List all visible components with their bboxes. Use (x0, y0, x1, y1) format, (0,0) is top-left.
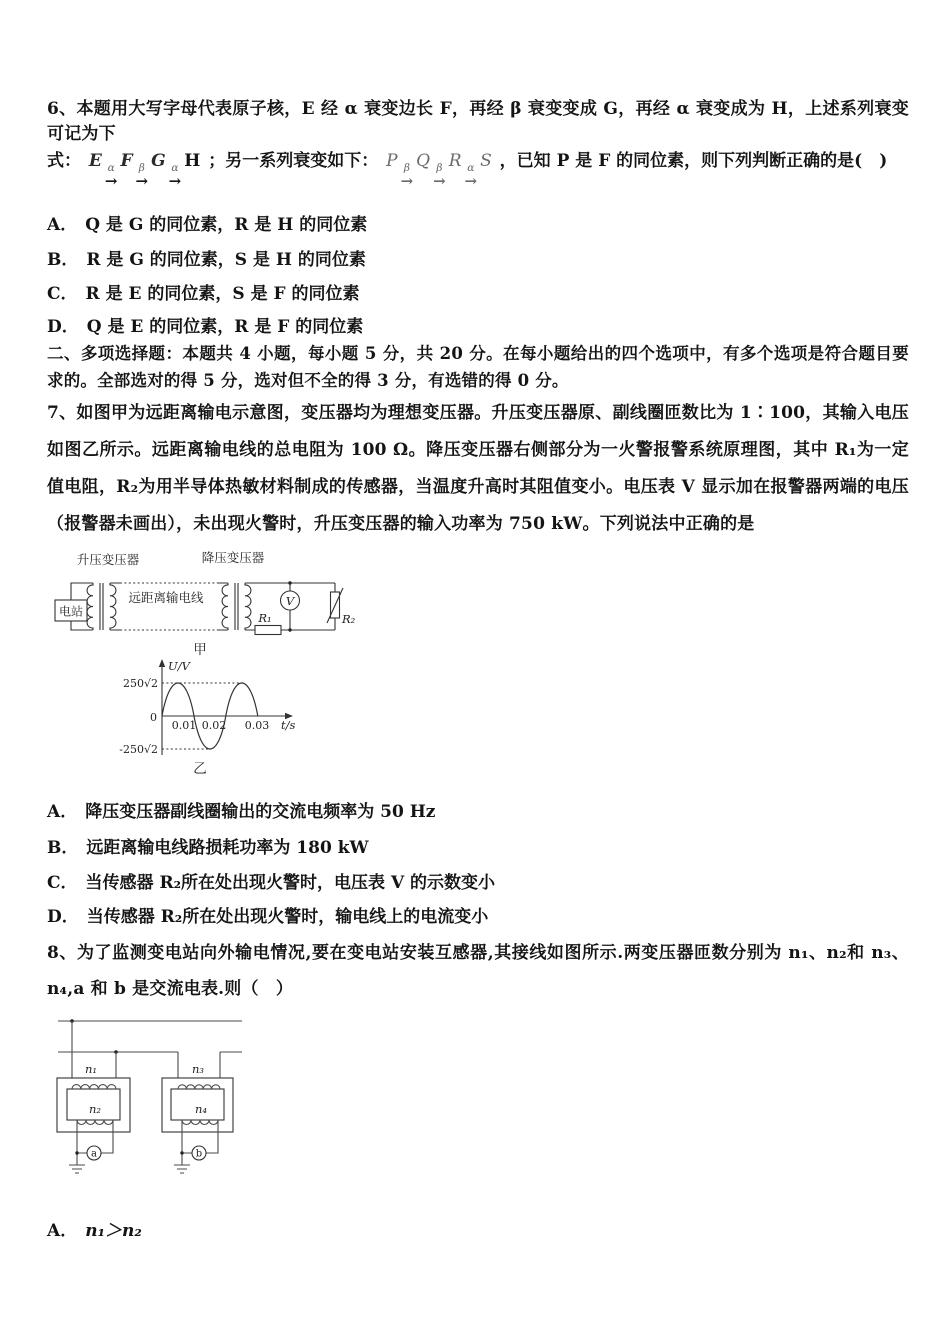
nuclide-P: P (386, 151, 398, 171)
q6-option-d: D． Q 是 E 的同位素，R 是 F 的同位素 (47, 317, 364, 337)
y-axis-label: U/V (168, 659, 190, 673)
q6-stem-line1: 6、本题用大写字母代表原子核，E 经 α 衰变边长 F，再经 β 衰变变成 G，再经 α 衰变成为 H，上述系列衰变可记为下 (47, 99, 909, 144)
resistor-r1 (255, 626, 281, 635)
q7-option-b: B． 远距离输电线路损耗功率为 180 kW (47, 838, 369, 858)
stepdown-secondary-coil (245, 583, 251, 630)
stepup-primary-coil (87, 583, 93, 630)
stepdown-core (235, 583, 238, 630)
decay-chain-efgh (87, 151, 202, 189)
y-min-tick: -250√2 (119, 743, 158, 756)
q8-option-a: A． n₁＞n₂ (47, 1221, 142, 1241)
figure-q8-transformers (50, 1012, 250, 1197)
nuclide-F: F (120, 151, 133, 171)
ground-left (69, 1165, 85, 1173)
q7-option-c: C． 当传感器 R₂所在处出现火警时，电压表 V 的示数变小 (47, 873, 496, 893)
section2-header: 二、多项选择题：本题共 4 小题，每小题 5 分，共 20 分。在每小题给出的四个选项中，有多个选项是符合题目要求的。全部选对的得 5 分，选对但不全的得 3 分，有选错的得 0 分。 (47, 344, 909, 390)
q8-stem: 8、为了监测变电站向外输电情况,要在变电站安装互感器,其接线如图所示.两变压器匝数分别为 n₁、n₂和 n₃、n₄,a 和 b 是交流电表.则（ ） (47, 943, 909, 999)
q7-option-a: A． 降压变压器副线圈输出的交流电频率为 50 Hz (47, 802, 436, 822)
decay-arrow: α → (168, 162, 182, 190)
thermistor-r2-label: R₂ (342, 612, 356, 626)
figure-yi-caption: 乙 (193, 761, 207, 777)
stepup-secondary-coil (110, 583, 116, 630)
stepup-transformer-label: 升压变压器 (76, 552, 140, 567)
nuclide-G: G (151, 151, 166, 171)
stepdown-primary-coil (222, 583, 228, 630)
stepdown-transformer-label: 降压变压器 (201, 550, 265, 565)
decay-chain-pqrs (384, 151, 494, 189)
q6-formula-mid: ；另一系列衰变如下： (208, 151, 379, 171)
figure-yi-waveform (100, 653, 330, 778)
voltmeter-label: V (285, 594, 295, 608)
pt-secondary-label: n₂ (88, 1102, 102, 1116)
q7-option-d: D． 当传感器 R₂所在处出现火警时，输电线上的电流变小 (47, 907, 489, 927)
ct-secondary-label: n₄ (194, 1102, 208, 1116)
tick-0-01: 0.01 (171, 719, 197, 732)
y-axis-arrow (159, 659, 165, 667)
decay-arrow: β → (433, 162, 446, 190)
decay-arrow: α → (464, 162, 478, 190)
decay-arrow: β → (135, 162, 149, 190)
pt-primary-label: n₁ (84, 1062, 98, 1076)
ground-right (174, 1165, 190, 1173)
tick-0-02: 0.02 (201, 719, 227, 732)
stepup-core (100, 583, 103, 630)
tick-0-03: 0.03 (244, 719, 270, 732)
transmission-line-label: 远距离输电线 (128, 590, 204, 605)
x-axis-label: t/s (281, 718, 296, 732)
figure-jia-caption: 甲 (193, 642, 207, 658)
figure-jia-circuit (47, 543, 392, 661)
nuclide-S: S (480, 151, 492, 171)
nuclide-H: H (184, 151, 201, 171)
q6-option-a: A． Q 是 G 的同位素，R 是 H 的同位素 (47, 215, 368, 235)
y-max-tick: 250√2 (122, 677, 158, 690)
decay-arrow: α → (104, 162, 118, 190)
q6-option-c: C． R 是 E 的同位素，S 是 F 的同位素 (47, 284, 360, 304)
q7-stem: 7、如图甲为远距离输电示意图，变压器均为理想变压器。升压变压器原、副线圈匝数比为 1∶100，其输入电压如图乙所示。远距离输电线的总电阻为 100 Ω。降压变压器右侧部分为一火警报警系统原理图，其中 R₁为一定值电阻，R₂为用半导体热敏材料制成的传感器，当温度升高时其阻值变小。电压表 V 显示加在报警器两端的电压（报警器未画出），未出现火警时，升压变压器的输入功率为 750 kW。下列说法中正确的是 (47, 403, 909, 534)
nuclide-E: E (88, 151, 102, 171)
q6-stem-line2 (47, 146, 927, 189)
q6-formula-suffix: ，已知 P 是 F 的同位素，则下列判断正确的是( ) (499, 151, 888, 171)
q6-formula-prefix: 式： (47, 151, 81, 171)
ammeter-b-label: b (195, 1148, 203, 1160)
ct-primary-label: n₃ (191, 1062, 205, 1076)
q6-option-b: B． R 是 G 的同位素，S 是 H 的同位素 (47, 250, 366, 270)
resistor-r1-label: R₁ (258, 611, 272, 625)
nuclide-R: R (448, 151, 462, 171)
decay-arrow: β → (400, 162, 414, 190)
ammeter-a-label: a (91, 1148, 97, 1160)
origin-tick: 0 (150, 711, 157, 724)
power-station-label: 电站 (58, 604, 84, 619)
nuclide-Q: Q (416, 151, 431, 171)
